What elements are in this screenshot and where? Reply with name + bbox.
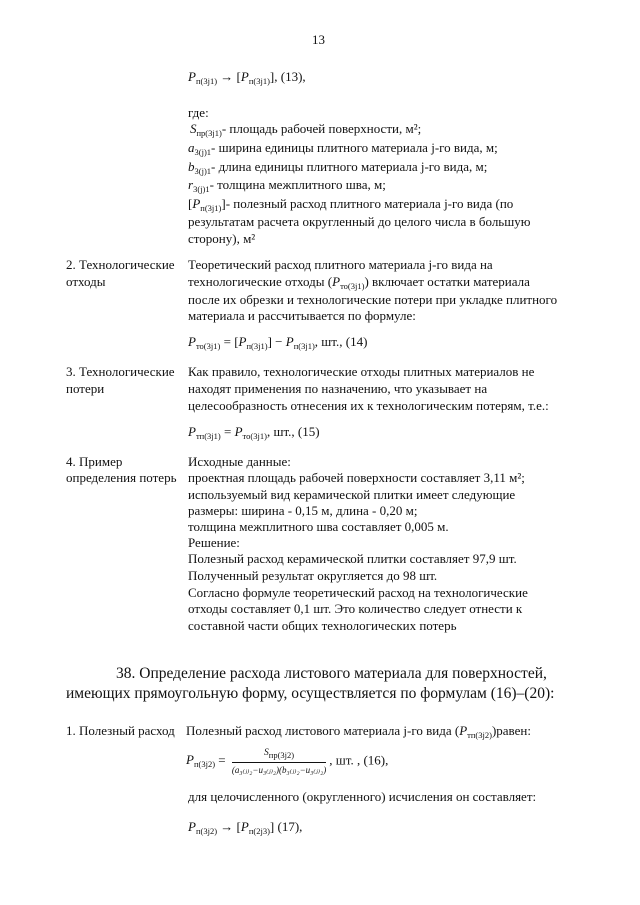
section-2-text-line3: после их обрезки и технологические потери при укладке плитного — [188, 292, 558, 307]
example-line: проектная площадь рабочей поверхности составляет 3,11 м²; — [188, 470, 525, 485]
formula-14: $P_{то(3j1)} = [P_{п(3j1)}] - P_{п(3j1)}$, шт., (14) — [188, 334, 368, 351]
section-3-text-line1: Как правило, технологические отходы плитных материалов не — [188, 364, 535, 379]
example-line: Полученный результат округляется до 98 шт. — [188, 568, 438, 583]
paragraph-38-line2: имеющих прямоугольную форму, осуществляется по формулам (16)–(20): — [66, 685, 555, 702]
example-line: Полезный расход керамической плитки составляет 97,9 шт. — [188, 551, 517, 566]
definition-r: $r_{3(j)1}-$ толщина межплитного шва, м; — [188, 177, 386, 194]
integer-note: для целочисленного (округленного) исчисления он составляет: — [188, 789, 537, 804]
useful-consumption-text: Полезный расход листового материала j-го вида $(P_{тп(3j2)})равен$: — [186, 723, 531, 740]
example-line: Решение: — [188, 535, 240, 550]
section-2-label-line2: отходы — [66, 274, 106, 289]
section-3-label: 3. Технологические — [66, 364, 175, 379]
example-line: Согласно формуле теоретический расход на технологические — [188, 585, 528, 600]
example-line: используемый вид керамической плитки имеет следующие — [188, 487, 516, 502]
where-label: где: — [188, 105, 209, 120]
example-line: толщина межплитного шва составляет 0,005 м. — [188, 519, 449, 534]
formula-13: $P_{п(3j1)} \to [P_{п(3j1)}]$, (13), — [188, 69, 306, 86]
definition-b: $b_{3(j)1}-$ длина единицы плитного материала j-го вида, м; — [188, 159, 488, 176]
definition-p: $[P_{п(3j1)}]-$ полезный расход плитного материала j-го вида (по — [188, 196, 514, 213]
definition-p-line3: сторону), м² — [188, 231, 256, 246]
example-line: составной части общих технологических потерь — [188, 618, 457, 633]
section-4-label: 4. Пример — [66, 454, 123, 469]
section-2-text-line4: материала и рассчитывается по формуле: — [188, 308, 416, 323]
paragraph-38-line1: 38. Определение расхода листового материала для поверхностей, — [116, 665, 547, 682]
section-2-text-line2: технологические отходы $(P_{то(3j1)})$ включает остатки материала — [188, 274, 530, 291]
definition-p-line2: результатам расчета округленный до целого числа в большую — [188, 214, 531, 229]
formula-15: $P_{тп(3j1)} = P_{то(3j1)}$, шт., (15) — [188, 424, 320, 441]
section-2-label: 2. Технологические — [66, 257, 175, 272]
example-line: Исходные данные: — [188, 454, 291, 469]
section-3-text-line3: целесообразность отнесения их к технологическим потерям, т.е.: — [188, 398, 549, 413]
formula-17: $P_{п(3j2)} \to [P_{п(2j3)}]$ (17), — [188, 819, 303, 836]
section-3-text-line2: находят применения по назначению, что указывает на — [188, 381, 488, 396]
section-2-text-line1: Теоретический расход плитного материала j-го вида на — [188, 257, 493, 272]
definition-s: $S_{пр(3j1)}-$ площадь рабочей поверхности, м²; — [190, 121, 422, 138]
page-number: 13 — [312, 32, 325, 47]
section-4-label-line2: определения потерь — [66, 470, 177, 485]
section-3-label-line2: потери — [66, 381, 105, 396]
definition-a: $a_{3(j)1}-$ ширина единицы плитного материала j-го вида, м; — [188, 140, 498, 157]
example-line: отходы составляет 0,1 шт. Это количество следует отнести к — [188, 601, 523, 616]
formula-16: $P_{п(3j2)}$ = $\frac{S_{пр(3j2)}}{\text{(a₃₍ⱼ₎₂−u₃₍ⱼ₎₂)(b₃₍ⱼ₎₂−u₃₍ⱼ₎₂)}}$ , шт. , (16), — [186, 748, 389, 775]
useful-consumption-label: 1. Полезный расход — [66, 723, 175, 738]
formula-16-fraction: $\frac{S_{пр(3j2)}}{\text{(a₃₍ⱼ₎₂−u₃₍ⱼ₎₂)(b₃₍ⱼ₎₂−u₃₍ⱼ₎₂)}}$ — [231, 748, 327, 775]
example-line: размеры: ширина - 0,15 м, длина - 0,20 м; — [188, 503, 418, 518]
